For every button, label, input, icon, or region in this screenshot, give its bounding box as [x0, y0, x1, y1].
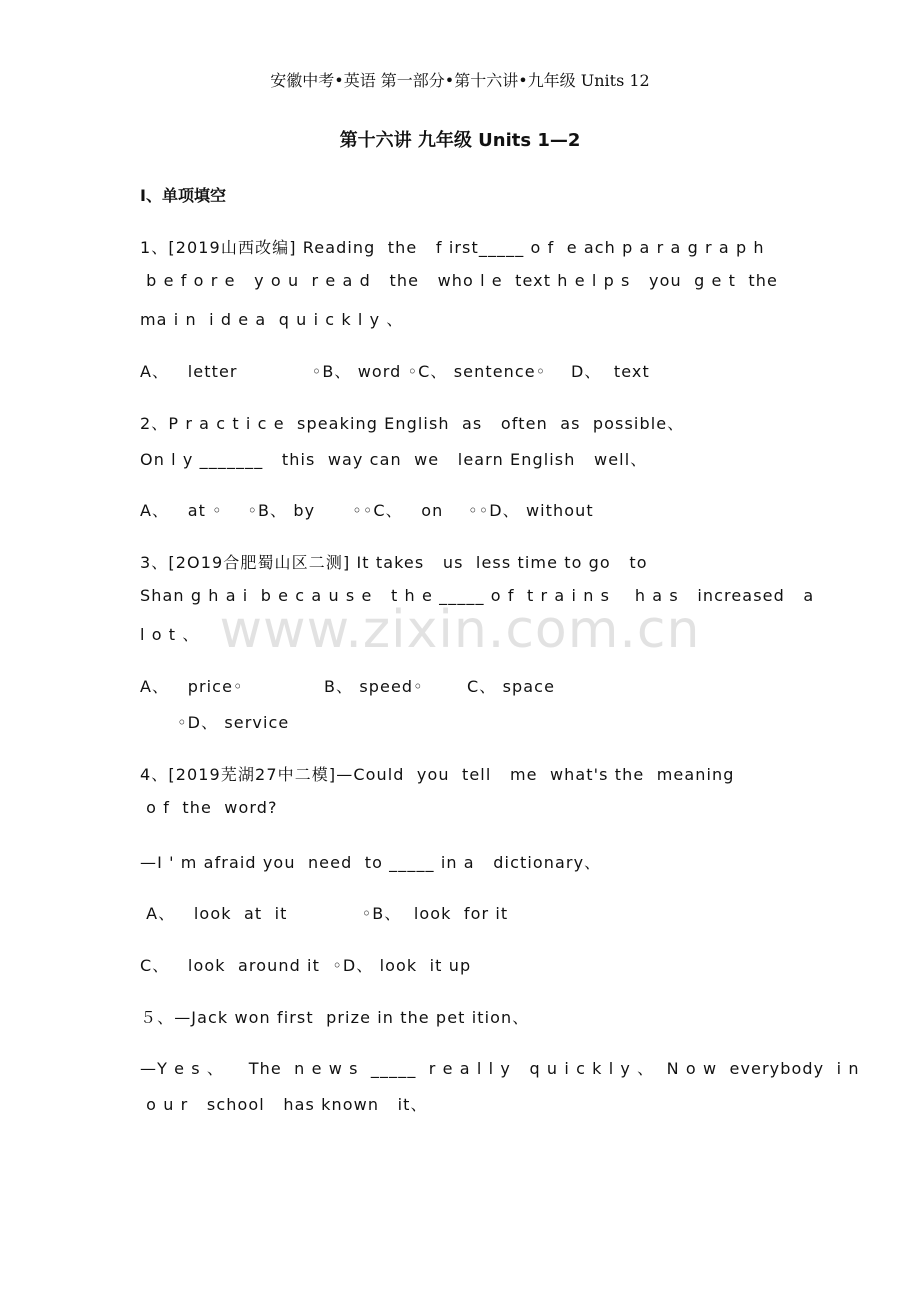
question-3-line-3: l o t 、	[140, 625, 200, 644]
question-1-line-1: 1、[2019山西改编] Reading the f irst_____ o f e ach p a r a g r a p h	[140, 238, 765, 257]
question-4-options-2: C、 look around it ◦D、 look it up	[140, 956, 472, 975]
question-5-reply-line-2: o u r school has known it、	[140, 1095, 428, 1114]
running-header: 安徽中考•英语 第一部分•第十六讲•九年级 Units 12	[270, 71, 650, 90]
question-1-options: A、 letter ◦B、 word ◦C、 sentence◦ D、 text	[140, 362, 650, 381]
section-heading: Ⅰ、单项填空	[140, 186, 226, 205]
question-4-line-1: 4、[2019芜湖27中二模]—Could you tell me what's the meaning	[140, 765, 735, 784]
question-5-line-1: ５、—Jack won first prize in the pet ition、	[140, 1008, 530, 1027]
question-5-reply-line-1: —Y e s 、 The n e w s _____ r e a l l y q u i c k l y 、 N o w everybody i n	[140, 1059, 860, 1078]
question-2-options: A、 at ◦ ◦B、 by ◦◦C、 on ◦◦D、 without	[140, 501, 594, 520]
question-4-line-2: o f the word?	[140, 798, 278, 817]
question-2-line-1: 2、P r a c t i c e speaking English as often as possible、	[140, 414, 685, 433]
page-title: 第十六讲 九年级 Units 1—2	[339, 130, 581, 151]
question-4-options-1: A、 look at it ◦B、 look for it	[140, 904, 509, 923]
question-3-line-2: Shan g h a i b e c a u s e t h e _____ o f t r a i n s h a s increased a	[140, 586, 815, 605]
question-1-line-3: ma i n i d e a q u i c k l y 、	[140, 310, 404, 329]
question-3-options-1: A、 price◦ B、 speed◦ C、 space	[140, 677, 556, 696]
question-1-line-2: b e f o r e y o u r e a d the who l e text h e l p s you g e t the	[140, 271, 778, 290]
watermark: www.zixin.com.cn	[219, 600, 701, 660]
question-3-options-2: ◦D、 service	[140, 713, 290, 732]
question-4-reply: —I ' m afraid you need to _____ in a dictionary、	[140, 853, 602, 872]
question-2-line-2: On l y _______ this way can we learn English well、	[140, 450, 648, 469]
question-3-line-1: 3、[2O19合肥蜀山区二测] It takes us less time to go to	[140, 553, 648, 572]
